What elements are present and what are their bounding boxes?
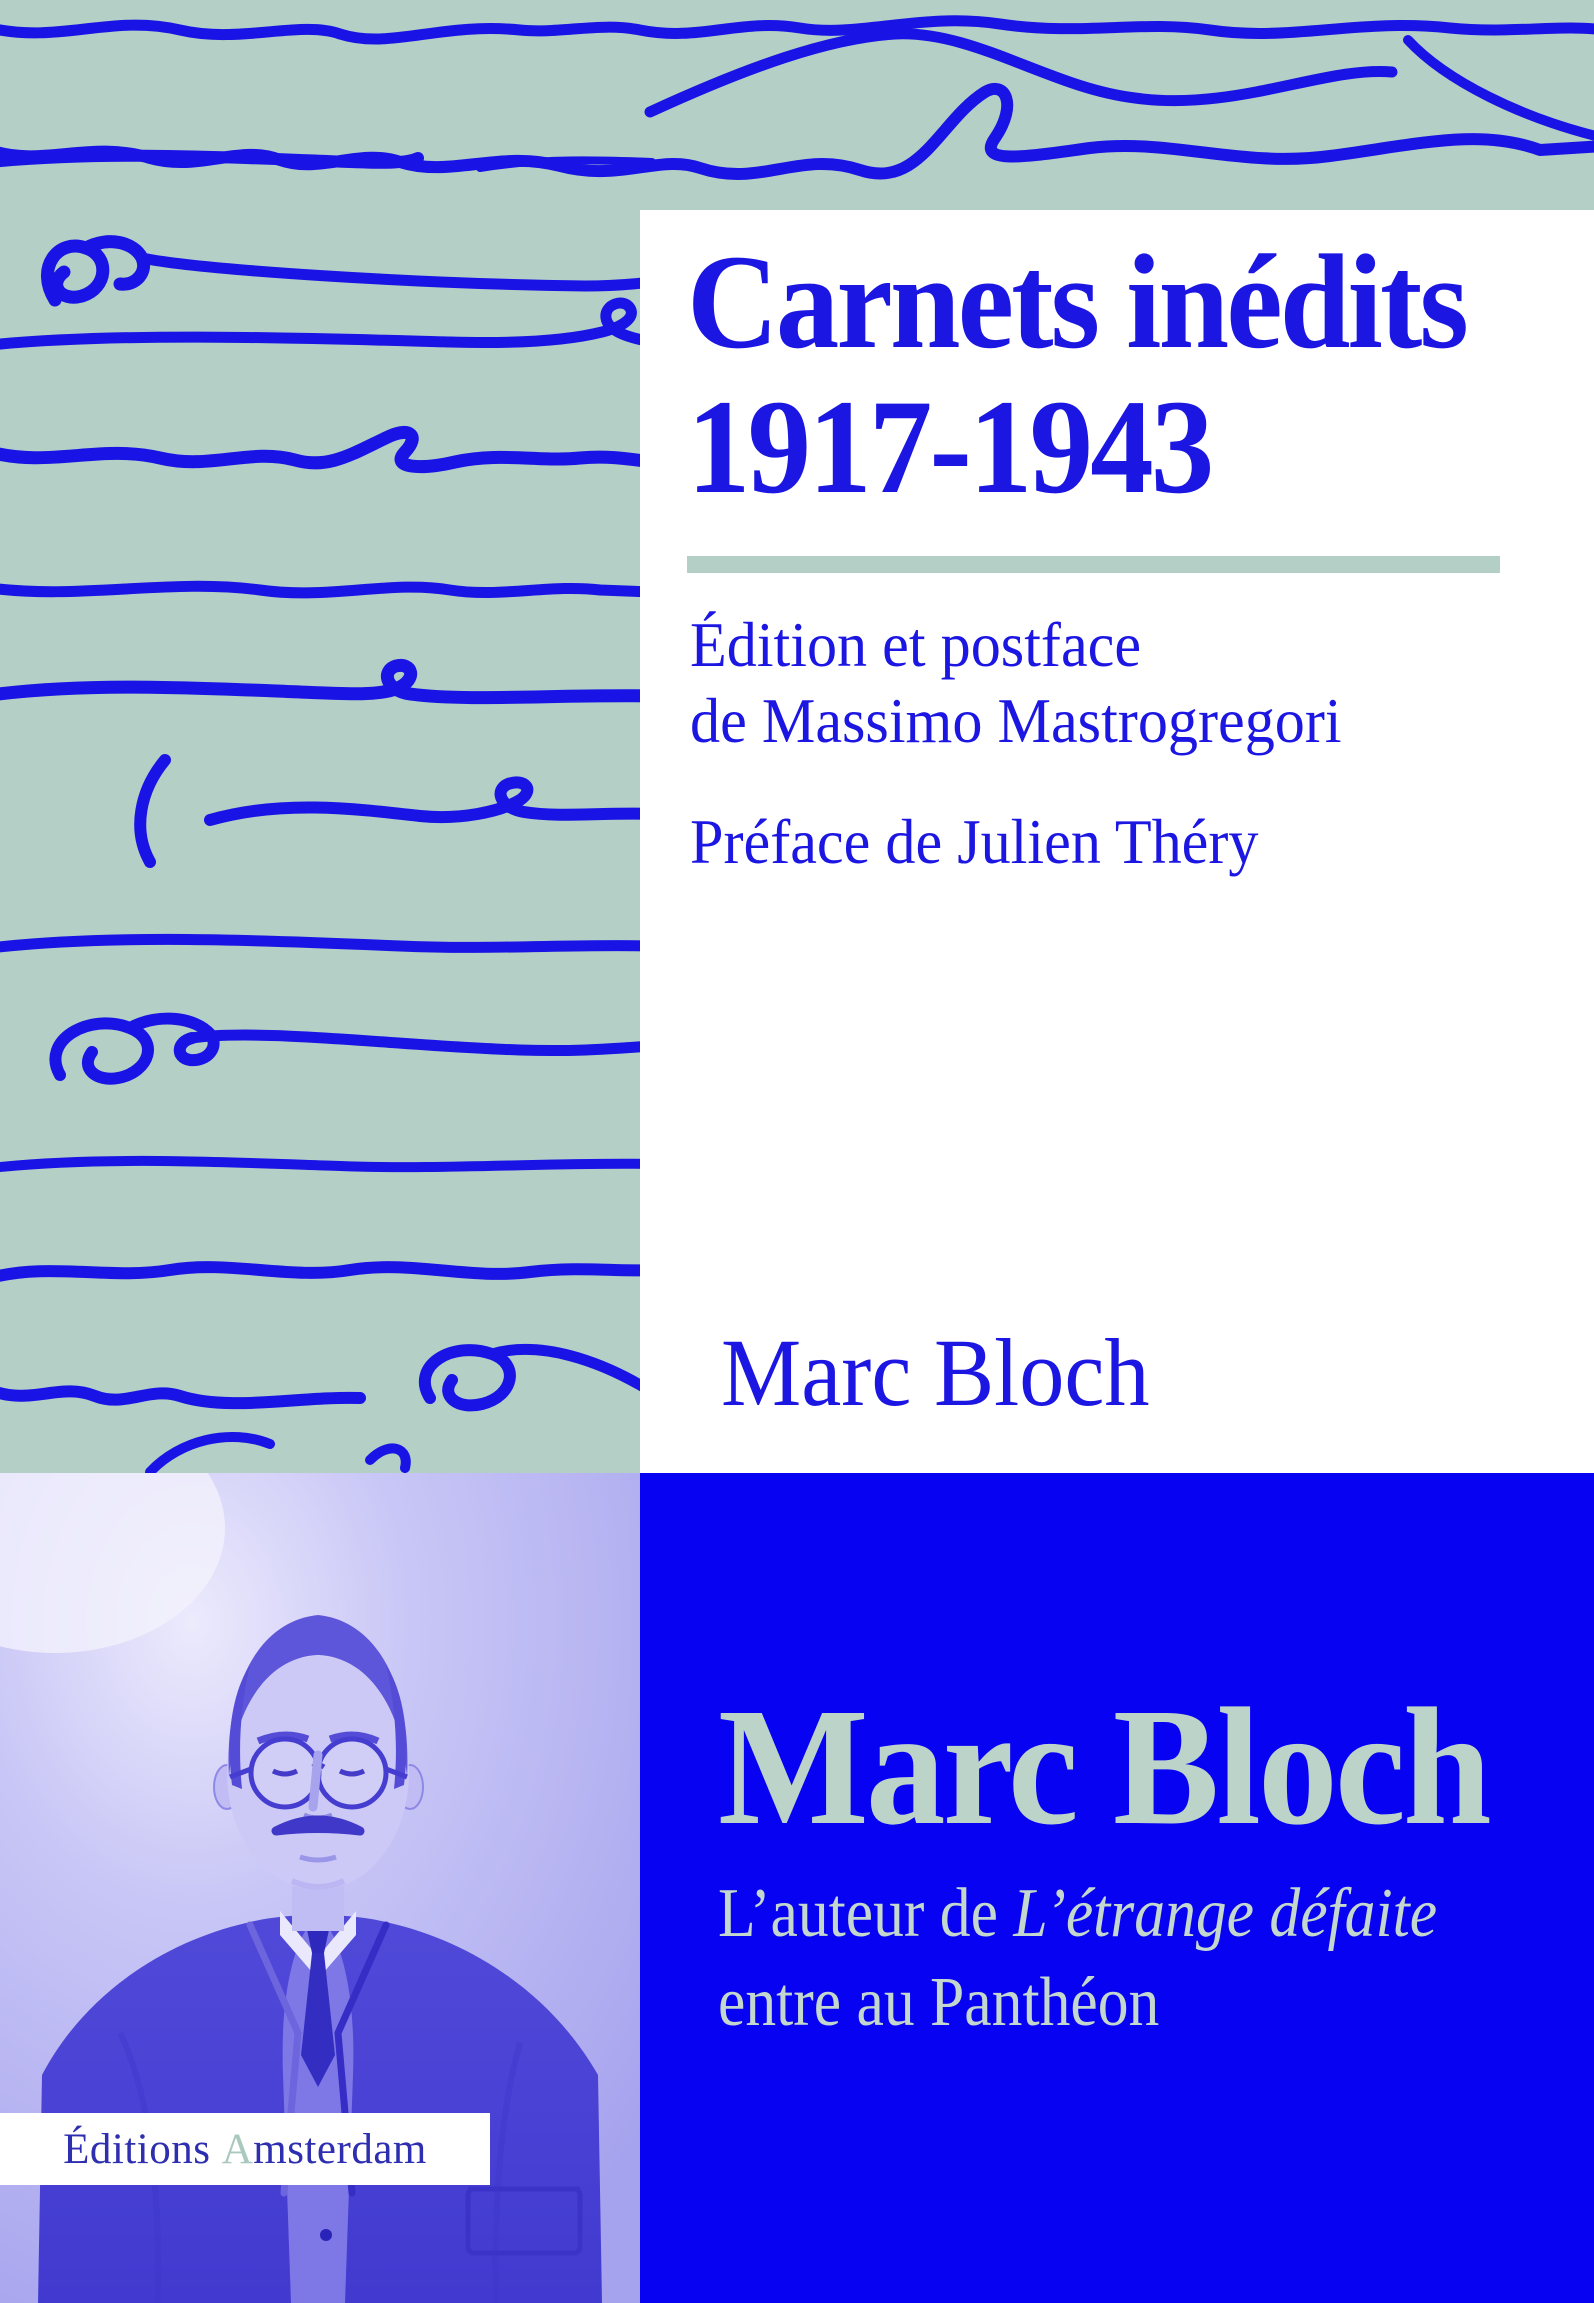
author-name: Marc Bloch (721, 1319, 1150, 1426)
edition-credit-line1: Édition et postface (690, 609, 1142, 680)
banner-author-name: Marc Bloch (718, 1674, 1489, 1860)
publisher-accent-letter: A (221, 2125, 254, 2173)
front-info-panel (640, 210, 1594, 1473)
banner-panel (640, 1473, 1594, 2303)
banner-tagline-line2: entre au Panthéon (718, 1964, 1160, 2041)
book-title (687, 230, 1466, 520)
book-title-line1: Carnets inédits (687, 228, 1467, 377)
edition-credit-line2: de Massimo Mastrogregori (690, 685, 1342, 756)
banner-tagline-book-title: L’étrange défaite (1013, 1875, 1438, 1952)
book-title-line2: 1917-1943 (687, 373, 1212, 522)
edition-credit (690, 607, 1342, 759)
banner-tagline (718, 1869, 1437, 2047)
title-divider-rule (687, 556, 1500, 573)
publisher-name-part2: msterdam (253, 2125, 427, 2173)
publisher-name-part1: Éditions (63, 2125, 222, 2173)
publisher-logo (0, 2113, 490, 2185)
preface-credit: Préface de Julien Théry (690, 806, 1259, 877)
portrait-photo-panel (0, 1473, 640, 2303)
banner-tagline-line1: L’auteur de L’étrange défaite (718, 1875, 1438, 1952)
